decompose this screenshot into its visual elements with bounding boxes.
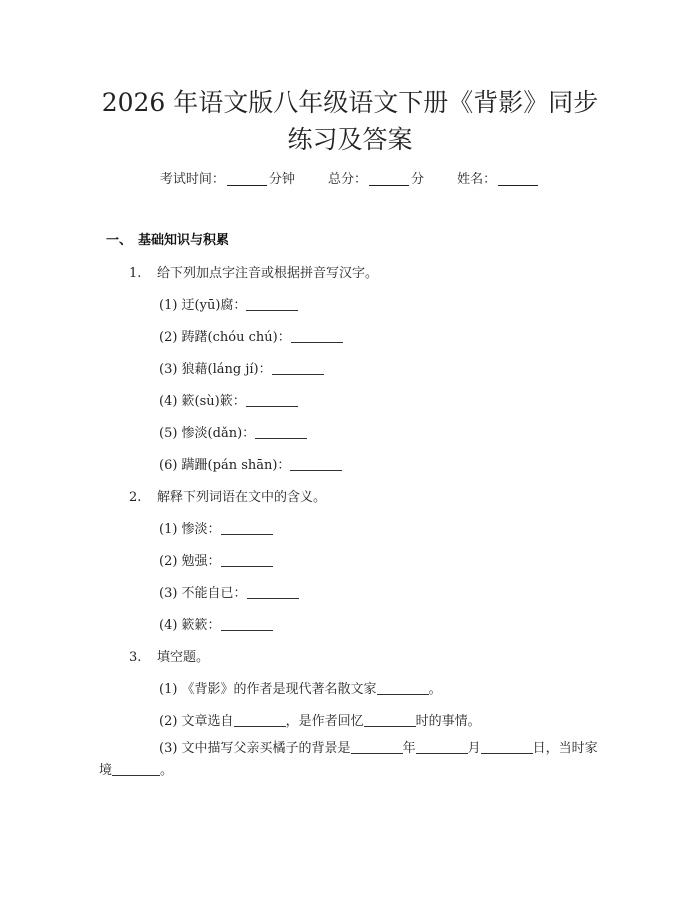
answer-blank[interactable] [377,681,429,695]
q3-item-3: (3) 文中描写父亲买橘子的背景是 年 月 日，当时家境 。 [99,741,598,778]
name-blank[interactable] [498,171,538,186]
q1-item-6: (6) 蹒跚(pán shān)： [159,454,342,473]
section-number: 一、 [106,233,133,248]
title-line-1: 2026 年语文版八年级语文下册《背影》同步 [101,88,599,117]
section-title: 基础知识与积累 [138,233,230,248]
q1-item-3: (3) 狼藉(láng jí)： [159,358,324,377]
score-blank[interactable] [369,171,409,186]
score-label: 总分： [327,172,367,187]
answer-blank[interactable] [221,553,273,567]
score-unit: 分 [411,172,425,187]
q3-item-1: (1) 《背影》的作者是现代著名散文家 。 [159,682,442,697]
answer-blank[interactable] [364,713,416,727]
section-heading [106,229,229,248]
answer-blank[interactable] [221,617,273,631]
q2-item-4: (4) 簌簌： [159,614,273,633]
exam-meta [0,168,700,187]
q2-item-2: (2) 勉强： [159,550,273,569]
question-1 [129,262,378,281]
question-number: 3. [129,650,142,665]
answer-blank[interactable] [290,457,342,471]
answer-blank[interactable] [112,762,160,776]
question-number: 2. [129,490,142,505]
answer-blank[interactable] [416,740,468,754]
time-blank[interactable] [227,171,267,186]
q1-item-4: (4) 簌(sù)簌： [159,390,298,409]
answer-blank[interactable] [255,425,307,439]
answer-blank[interactable] [246,393,298,407]
answer-blank[interactable] [247,585,299,599]
answer-blank[interactable] [272,361,324,375]
name-label: 姓名： [457,172,497,187]
q2-item-3: (3) 不能自已： [159,582,299,601]
q1-item-1: (1) 迂(yū)腐： [159,294,298,313]
question-number: 1. [129,266,142,281]
q3-item-2: (2) 文章选自 ，是作者回忆 时的事情。 [159,714,481,729]
answer-blank[interactable] [234,713,286,727]
time-label: 考试时间： [159,172,225,187]
answer-blank[interactable] [351,740,403,754]
question-2 [129,486,326,505]
q1-item-2: (2) 踌躇(chóu chú)： [159,326,343,345]
answer-blank[interactable] [481,740,533,754]
page-title [60,84,640,158]
answer-blank[interactable] [291,329,343,343]
question-3 [129,646,209,665]
q2-item-1: (1) 惨淡： [159,518,273,537]
answer-blank[interactable] [246,297,298,311]
question-text: 填空题。 [157,650,210,665]
q1-item-5: (5) 惨淡(dǎn)： [159,422,307,441]
time-unit: 分钟 [268,172,295,187]
title-line-2: 练习及答案 [287,125,413,154]
question-text: 给下列加点字注音或根据拼音写汉字。 [157,266,379,281]
question-text: 解释下列词语在文中的含义。 [157,490,327,505]
answer-blank[interactable] [221,521,273,535]
